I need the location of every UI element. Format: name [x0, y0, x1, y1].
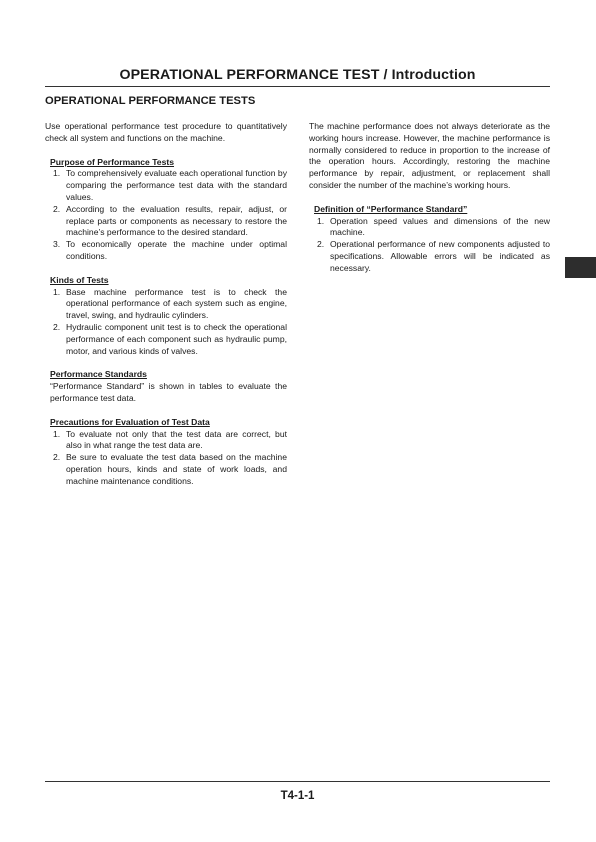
list-item	[50, 204, 287, 239]
list-item	[50, 452, 287, 487]
list-text: Operational performance of new components adjusted to specifications. Allowable errors will be indicated as necessary.	[330, 239, 550, 273]
header-rule	[45, 86, 550, 87]
precautions-list	[45, 429, 287, 488]
list-text: Be sure to evaluate the test data based on the machine operation hours, kinds and state of work loads, and machine maintenance conditions.	[66, 452, 287, 486]
section-side-tab	[565, 257, 596, 278]
precautions-heading: Precautions for Evaluation of Test Data	[50, 416, 210, 427]
section-title: OPERATIONAL PERFORMANCE TESTS	[45, 95, 256, 107]
list-text: To economically operate the machine under optimal conditions.	[66, 239, 287, 261]
list-number: 1.	[53, 168, 61, 179]
definition-heading: Definition of “Performance Standard”	[314, 203, 468, 214]
list-number: 1.	[317, 215, 325, 226]
list-number: 3.	[53, 239, 61, 250]
list-item	[50, 429, 287, 453]
list-text: Base machine performance test is to check the operational performance of each system such as engine, travel, swing, and hydraulic cylinders.	[66, 286, 287, 321]
list-item	[314, 239, 550, 274]
definition-list	[309, 216, 550, 275]
list-item	[50, 168, 287, 203]
list-text: To comprehensively evaluate each operational function by comparing the performance test data with the standard values.	[66, 168, 287, 202]
purpose-list	[45, 168, 287, 262]
list-text: Hydraulic component unit test is to check the operational performance of each component such as hydraulic pump, motor, and various kinds of valves.	[66, 321, 287, 356]
list-number: 2.	[53, 452, 61, 463]
list-text: To evaluate not only that the test data are correct, but also in what range the test data are.	[66, 428, 287, 451]
standards-heading: Performance Standards	[50, 369, 147, 380]
list-text: According to the evaluation results, repair, adjust, or replace parts or components as necessary to restore the machine’s performance to the desired standard.	[66, 203, 287, 238]
right-column	[309, 121, 550, 275]
list-number: 1.	[53, 286, 61, 297]
left-intro-paragraph: Use operational performance test procedure to quantitatively check all system and functions on the machine.	[45, 121, 287, 143]
page-header-title: OPERATIONAL PERFORMANCE TEST / Introduction	[119, 67, 476, 83]
list-number: 2.	[53, 203, 61, 214]
footer-rule	[45, 781, 550, 782]
kinds-list	[45, 287, 287, 358]
list-number: 2.	[53, 321, 61, 332]
list-item	[50, 239, 287, 263]
list-item	[314, 216, 550, 240]
purpose-heading: Purpose of Performance Tests	[50, 156, 175, 167]
kinds-heading: Kinds of Tests	[50, 274, 109, 285]
right-intro-paragraph: The machine performance does not always deteriorate as the working hours increase. However, the machine performance is normally considered to reduce in proportion to the increase of the operation hours. Accordingly, restoring the machine performance by repair, adjustment, or replacement shall consider the number of the machine’s working hours.	[309, 121, 550, 190]
list-item	[50, 322, 287, 357]
standards-paragraph: “Performance Standard” is shown in tables to evaluate the performance test data.	[50, 381, 287, 403]
list-item	[50, 287, 287, 322]
list-number: 2.	[317, 239, 325, 250]
list-text: Operation speed values and dimensions of the new machine.	[330, 215, 550, 238]
list-number: 1.	[53, 428, 61, 439]
page-number: T4-1-1	[280, 790, 315, 802]
left-column	[45, 121, 287, 488]
